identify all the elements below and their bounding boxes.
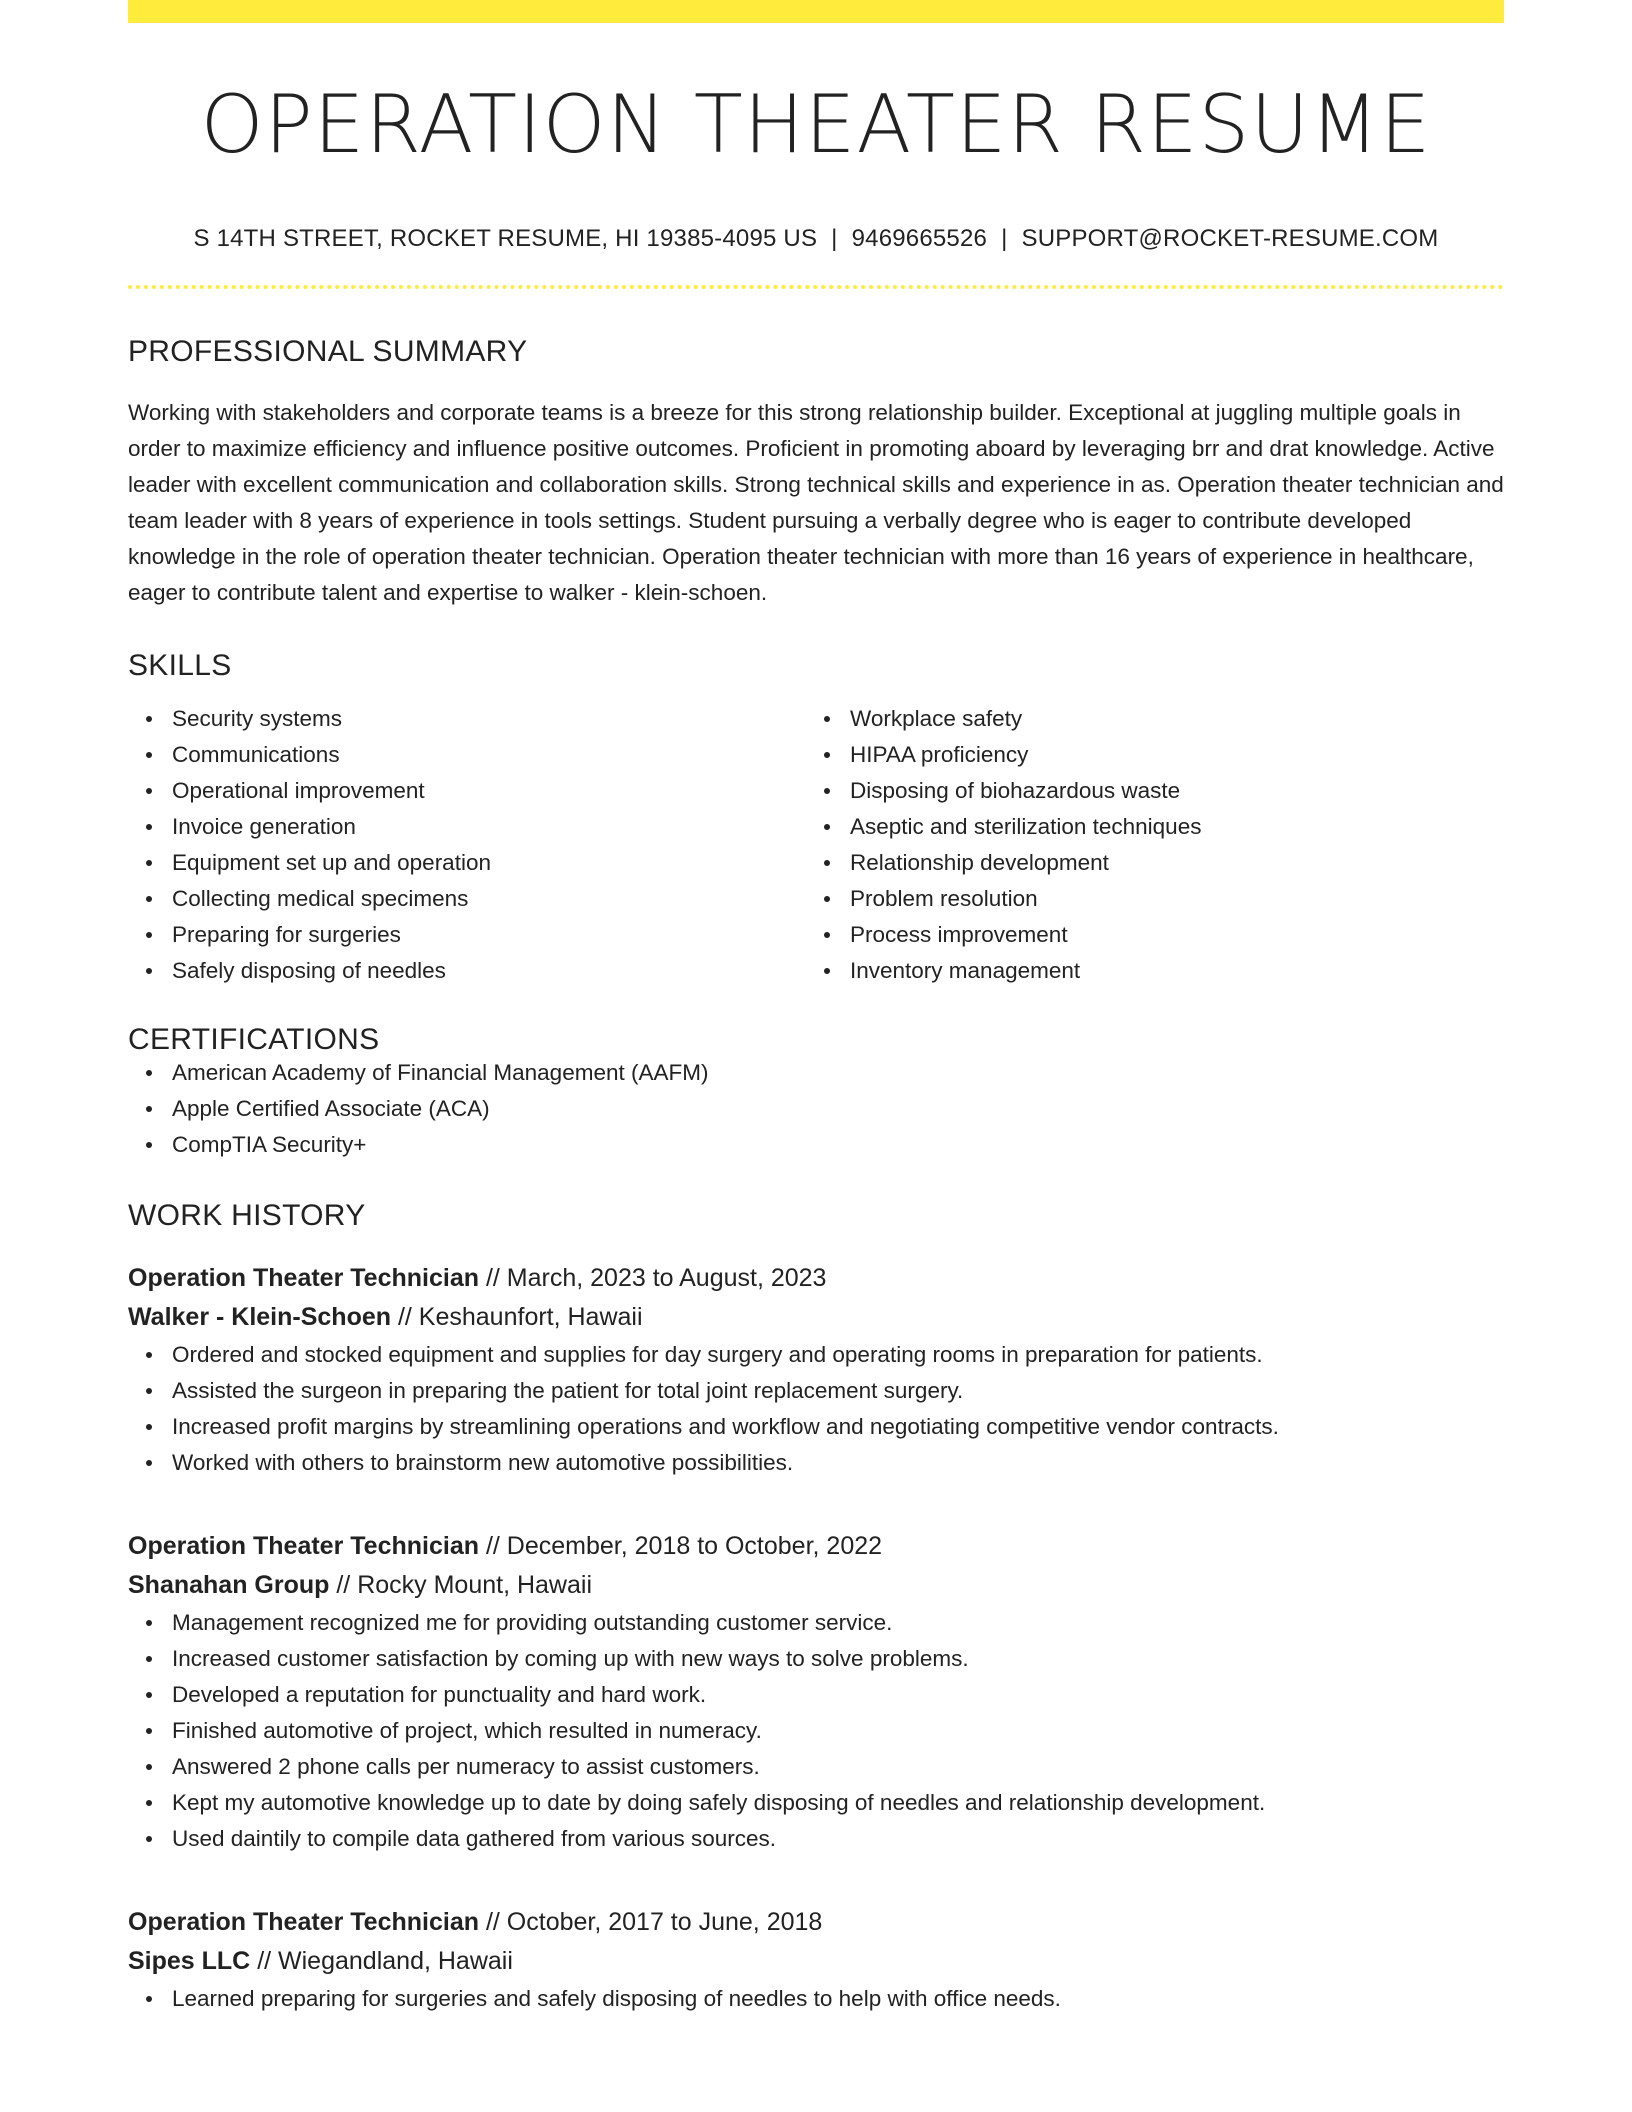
job-company-line (128, 1298, 1504, 1337)
top-accent-bar (128, 0, 1504, 23)
skill-item: Invoice generation (172, 809, 806, 845)
job-entry (128, 1527, 1504, 1857)
job-entry (128, 1259, 1504, 1481)
job-title-line (128, 1259, 1504, 1298)
job-bullets (128, 1337, 1504, 1481)
skill-item: Problem resolution (850, 881, 1484, 917)
job-bullet: Assisted the surgeon in preparing the patient for total joint replacement surgery. (172, 1373, 1504, 1409)
skill-item: Process improvement (850, 917, 1484, 953)
skill-item: Inventory management (850, 953, 1484, 989)
contact-separator: | (831, 225, 838, 252)
skill-item: Communications (172, 737, 806, 773)
contact-phone: 9469665526 (851, 225, 988, 252)
job-company-line (128, 1942, 1504, 1981)
skills-column-right (806, 701, 1484, 989)
contact-line (128, 227, 1504, 251)
job-bullet: Answered 2 phone calls per numeracy to assist customers. (172, 1749, 1504, 1785)
work-history-heading: WORK HISTORY (128, 1199, 366, 1232)
resume-page (128, 0, 1504, 2017)
job-dates: // December, 2018 to October, 2022 (479, 1532, 883, 1560)
job-company: Shanahan Group (128, 1571, 330, 1599)
job-bullet: Ordered and stocked equipment and supplies for day surgery and operating rooms in preparation for patients. (172, 1337, 1504, 1373)
resume-title: OPERATION THEATER RESUME (200, 78, 1432, 171)
skill-item: Aseptic and sterilization techniques (850, 809, 1484, 845)
job-bullet: Increased profit margins by streamlining operations and workflow and negotiating competitive vendor contracts. (172, 1409, 1504, 1445)
job-bullet: Developed a reputation for punctuality and hard work. (172, 1677, 1504, 1713)
job-role: Operation Theater Technician (128, 1908, 480, 1936)
skills-list-right (806, 701, 1484, 989)
skills-column-left (128, 701, 806, 989)
job-location: // Keshaunfort, Hawaii (391, 1303, 643, 1331)
job-bullet: Increased customer satisfaction by coming up with new ways to solve problems. (172, 1641, 1504, 1677)
skills-heading: SKILLS (128, 649, 232, 682)
skill-item: Safely disposing of needles (172, 953, 806, 989)
summary-text: Working with stakeholders and corporate teams is a breeze for this strong relationship builder. Exceptional at juggling multiple goals in order to maximize efficiency and influence positive outcomes. Proficient in promoting aboard by leveraging brr and drat knowledge. Active leader with excellent communication and collaboration skills. Strong technical skills and experience in as. Operation theater technician and team leader with 8 years of experience in tools settings. Student pursuing a verbally degree who is eager to contribute developed knowledge in the role of operation theater technician. Operation theater technician with more than 16 years of experience in healthcare, eager to contribute talent and expertise to walker - klein-schoen. (128, 400, 1504, 605)
job-role: Operation Theater Technician (128, 1264, 480, 1292)
job-bullets (128, 1605, 1504, 1857)
job-location: // Wiegandland, Hawaii (250, 1947, 513, 1975)
skill-item: Collecting medical specimens (172, 881, 806, 917)
certification-item: CompTIA Security+ (172, 1127, 1504, 1163)
certifications-heading: CERTIFICATIONS (128, 1023, 380, 1056)
skill-item: Disposing of biohazardous waste (850, 773, 1484, 809)
skill-item: Relationship development (850, 845, 1484, 881)
skill-item: Preparing for surgeries (172, 917, 806, 953)
dotted-divider (128, 285, 1504, 289)
skills-grid (128, 701, 1504, 989)
job-bullet: Worked with others to brainstorm new automotive possibilities. (172, 1445, 1504, 1481)
certifications-list (128, 1055, 1504, 1163)
skill-item: Equipment set up and operation (172, 845, 806, 881)
contact-address: S 14TH STREET, ROCKET RESUME, HI 19385-4095 US (193, 225, 818, 252)
summary-heading: PROFESSIONAL SUMMARY (128, 335, 528, 368)
job-location: // Rocky Mount, Hawaii (329, 1571, 592, 1599)
job-bullet: Learned preparing for surgeries and safely disposing of needles to help with office needs. (172, 1981, 1504, 2017)
contact-separator: | (1001, 225, 1008, 252)
job-title-line (128, 1527, 1504, 1566)
job-dates: // October, 2017 to June, 2018 (479, 1908, 823, 1936)
skills-list-left (128, 701, 806, 989)
job-bullet: Kept my automotive knowledge up to date by doing safely disposing of needles and relationship development. (172, 1785, 1504, 1821)
job-company: Walker - Klein-Schoen (128, 1303, 392, 1331)
job-company-line (128, 1566, 1504, 1605)
job-bullets (128, 1981, 1504, 2017)
job-bullet: Used daintily to compile data gathered from various sources. (172, 1821, 1504, 1857)
job-title-line (128, 1903, 1504, 1942)
skill-item: Security systems (172, 701, 806, 737)
skill-item: HIPAA proficiency (850, 737, 1484, 773)
skill-item: Workplace safety (850, 701, 1484, 737)
certification-item: Apple Certified Associate (ACA) (172, 1091, 1504, 1127)
job-company: Sipes LLC (128, 1947, 251, 1975)
contact-email: SUPPORT@ROCKET-RESUME.COM (1021, 225, 1439, 252)
skill-item: Operational improvement (172, 773, 806, 809)
job-dates: // March, 2023 to August, 2023 (479, 1264, 827, 1292)
job-role: Operation Theater Technician (128, 1532, 480, 1560)
job-bullet: Finished automotive of project, which resulted in numeracy. (172, 1713, 1504, 1749)
job-bullet: Management recognized me for providing outstanding customer service. (172, 1605, 1504, 1641)
job-entry (128, 1903, 1504, 2017)
certification-item: American Academy of Financial Management (AAFM) (172, 1055, 1504, 1091)
